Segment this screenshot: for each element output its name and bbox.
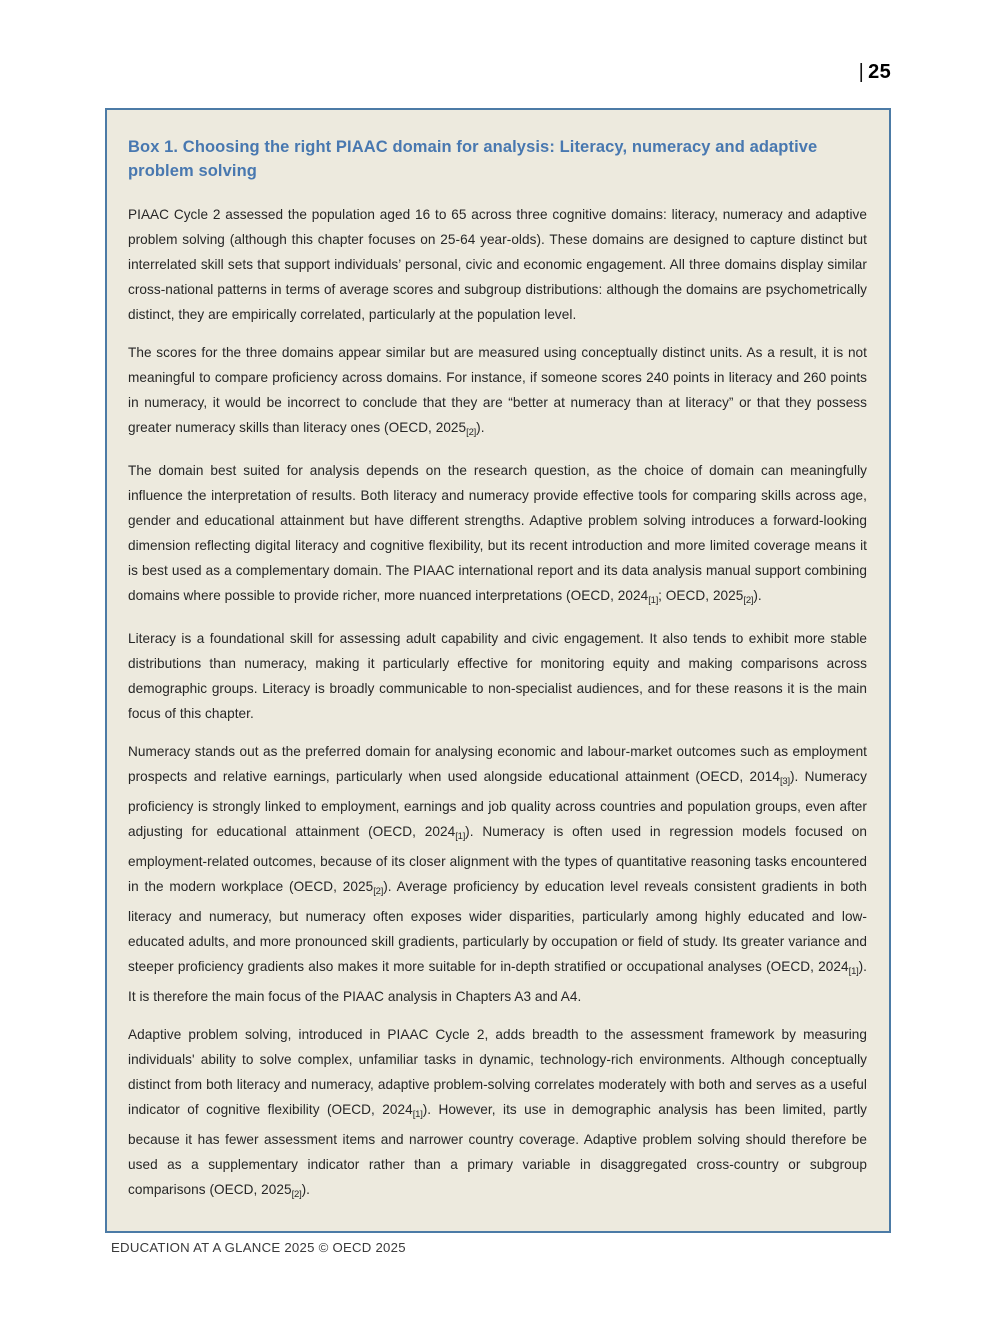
callout-box-body xyxy=(128,202,867,1207)
page-header xyxy=(0,62,992,96)
p-domain-choice: The domain best suited for analysis depends on the research question, as the choice of domain can meaningfully influence the interpretation of results. Both literacy and numeracy provide effective tools for comparing skills across age, gender and educational attainment but have different strengths. Adaptive problem solving introduces a forward-looking dimension reflecting digital literacy and cognitive flexibility, but its recent introduction and more limited coverage means it is best used as a complementary domain. The PIAAC international report and its data analysis manual support combining domains where possible to provide richer, more nuanced interpretations (OECD, $2024_{[1]}$; OECD, $2025_{[2]}$). xyxy=(128,462,867,606)
p-adaptive-problem-solving: Adaptive problem solving, introduced in PIAAC Cycle 2, adds breadth to the assessment framework by measuring individuals' ability to solve complex, unfamiliar tasks in dynamic, technology-rich environments. Although conceptually distinct from both literacy and numeracy, adaptive problem-solving correlates moderately with both and serves as a useful indicator of cognitive flexibility (OECD, $2024_{[1]}$). However, its use in demographic analysis has been limited, partly because it has fewer assessment items and narrower country coverage. Adaptive problem solving should therefore be used as a supplementary indicator rather than a primary variable in disaggregated cross-country or subgroup comparisons (OECD, $2025_{[2]}$). xyxy=(128,1027,867,1201)
page-number-separator: | xyxy=(858,61,865,83)
page-number xyxy=(859,62,891,82)
page-footer: EDUCATION AT A GLANCE 2025 © OECD 2025 xyxy=(111,1240,406,1255)
page-number-value: 25 xyxy=(868,61,891,83)
p-domains-overview: PIAAC Cycle 2 assessed the population aged 16 to 65 across three cognitive domains: literacy, numeracy and adaptive problem solving (although this chapter focuses on 25-64 year-olds). These domains are designed to capture distinct but interrelated skill sets that support individuals’ personal, civic and economic engagement. All three domains display similar cross-national patterns in terms of average scores and subgroup distributions: although the domains are psychometrically distinct, they are empirically correlated, particularly at the population level. xyxy=(128,206,867,322)
p-scores-units: The scores for the three domains appear similar but are measured using conceptually distinct units. As a result, it is not meaningful to compare proficiency across domains. For instance, if someone scores 240 points in literacy and 260 points in numeracy, it would be incorrect to conclude that they are “better at numeracy than at literacy” or that they possess greater numeracy skills than literacy ones (OECD, $2025_{[2]}$). xyxy=(128,344,867,438)
callout-box xyxy=(105,108,891,1233)
p-literacy: Literacy is a foundational skill for assessing adult capability and civic engagement. It also tends to exhibit more stable distributions than numeracy, making it particularly effective for monitoring equity and making comparisons across demographic groups. Literacy is broadly communicable to non-specialist audiences, and for these reasons it is the main focus of this chapter. xyxy=(128,630,867,721)
callout-box-title: Box 1. Choosing the right PIAAC domain for analysis: Literacy, numeracy and adaptive problem solving xyxy=(128,138,818,180)
p-numeracy: Numeracy stands out as the preferred domain for analysing economic and labour-market outcomes such as employment prospects and relative earnings, particularly when used alongside educational attainment (OECD, $2014_{[3]}$). Numeracy proficiency is strongly linked to employment, earnings and job quality across countries and population groups, even after adjusting for educational attainment (OECD, $2024_{[1]}$). Numeracy is often used in regression models focused on employment-related outcomes, because of its closer alignment with the types of quantitative reasoning tasks encountered in the modern workplace (OECD, $2025_{[2]}$). Average proficiency by education level reveals consistent gradients in both literacy and numeracy, but numeracy often exposes wider disparities, particularly among highly educated and low-educated adults, and more pronounced skill gradients, particularly by occupation or field of study. Its greater variance and steeper proficiency gradients also makes it more suitable for in-depth stratified or occupational analyses (OECD, $2024_{[1]}$). It is therefore the main focus of the PIAAC analysis in Chapters A3 and A4. xyxy=(128,743,867,1005)
